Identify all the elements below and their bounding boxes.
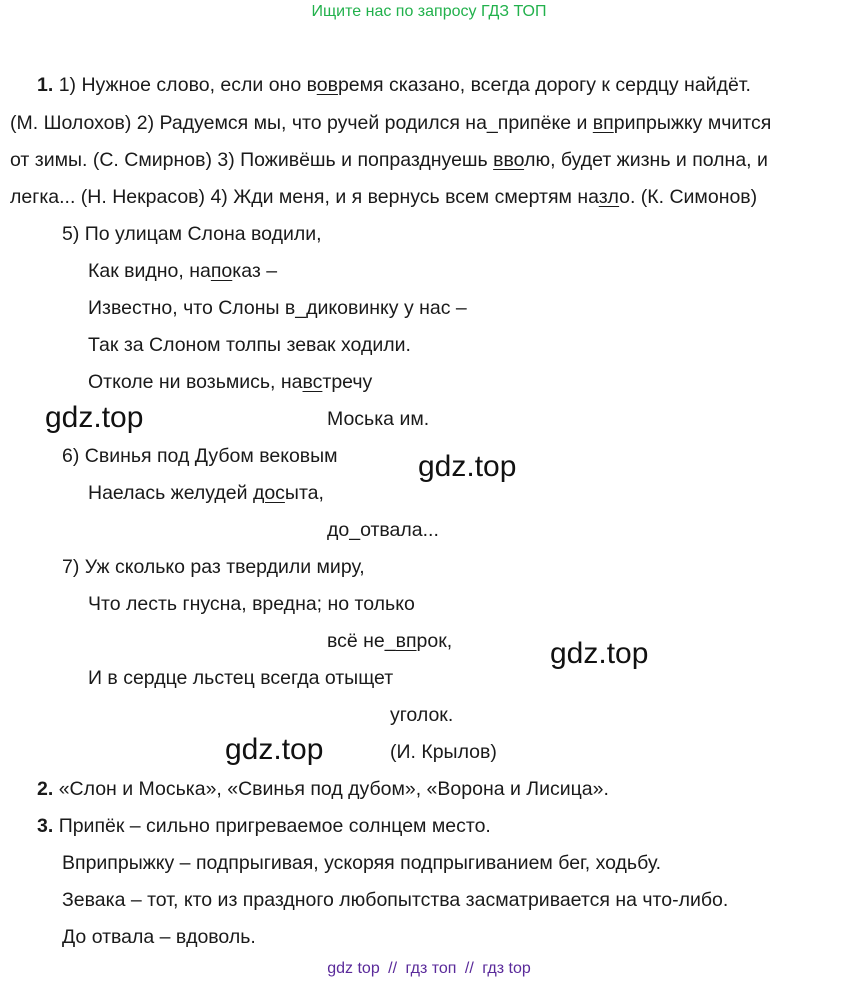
watermark: gdz.top (225, 733, 324, 766)
watermark: gdz.top (45, 401, 144, 434)
watermark: gdz.top (418, 450, 517, 483)
poem7-line2: Что лесть гнусна, вредна; но только (88, 593, 415, 615)
poem5-line3: Известно, что Слоны в_диковинку у нас – (88, 297, 467, 319)
footer-link-gdz-top-mixed[interactable]: гдз top (482, 960, 531, 977)
task2-number: 2. (37, 778, 54, 800)
poem7-author: (И. Крылов) (390, 741, 497, 763)
poem5-line5: Отколе ни возьмись, навстречу (88, 371, 373, 393)
watermark: gdz.top (550, 637, 649, 670)
poem6-line1: 6) Свинья под Дубом вековым (62, 445, 338, 467)
poem5-line6: Моська им. (327, 408, 430, 430)
poem6-line3: до_отвала... (327, 519, 439, 541)
poem7-line4: И в сердце льстец всегда отыщет (88, 667, 394, 689)
task1-line3: от зимы. (С. Смирнов) 3) Поживёшь и попразднуешь вволю, будет жизнь и полна, и (10, 149, 768, 171)
poem7-line3: всё не_впрок, (327, 630, 453, 652)
task3-line2: Вприпрыжку – подпрыгивая, ускоряя подпрыгиванием бег, ходьбу. (62, 852, 662, 874)
top-banner[interactable]: Ищите нас по запросу ГДЗ ТОП (311, 3, 547, 20)
task1-line2: (М. Шолохов) 2) Радуемся мы, что ручей родился на_припёке и вприпрыжку мчится (10, 112, 772, 134)
footer-link-gdz-top[interactable]: gdz top (327, 960, 380, 977)
footer (0, 960, 858, 978)
poem5-line2: Как видно, напоказ – (88, 260, 278, 282)
footer-separator: // (464, 960, 474, 977)
task2-line: 2. «Слон и Моська», «Свинья под дубом», «Ворона и Лисица». (37, 778, 609, 800)
poem5-line4: Так за Слоном толпы зевак ходили. (88, 334, 411, 356)
task1-line4: легка... (Н. Некрасов) 4) Жди меня, и я вернусь всем смертям назло. (К. Симонов) (10, 186, 758, 208)
poem6-line2: Наелась желудей досыта, (88, 482, 324, 504)
task3-line3: Зевака – тот, кто из праздного любопытства засматривается на что-либо. (62, 889, 729, 911)
task3-number: 3. (37, 815, 54, 837)
poem7-line1: 7) Уж сколько раз твердили миру, (62, 556, 365, 578)
task1-number: 1. (37, 74, 54, 96)
footer-link-gdz-top-ru[interactable]: гдз топ (405, 960, 457, 977)
task3-line4: До отвала – вдоволь. (62, 926, 256, 948)
poem5-line1: 5) По улицам Слона водили, (62, 223, 322, 245)
poem7-line5: уголок. (390, 704, 454, 726)
task1-line1: 1. 1) Нужное слово, если оно вовремя сказано, всегда дорогу к сердцу найдёт. (37, 74, 751, 96)
footer-separator: // (388, 960, 398, 977)
task3-line1: 3. Припёк – сильно пригреваемое солнцем место. (37, 815, 491, 837)
